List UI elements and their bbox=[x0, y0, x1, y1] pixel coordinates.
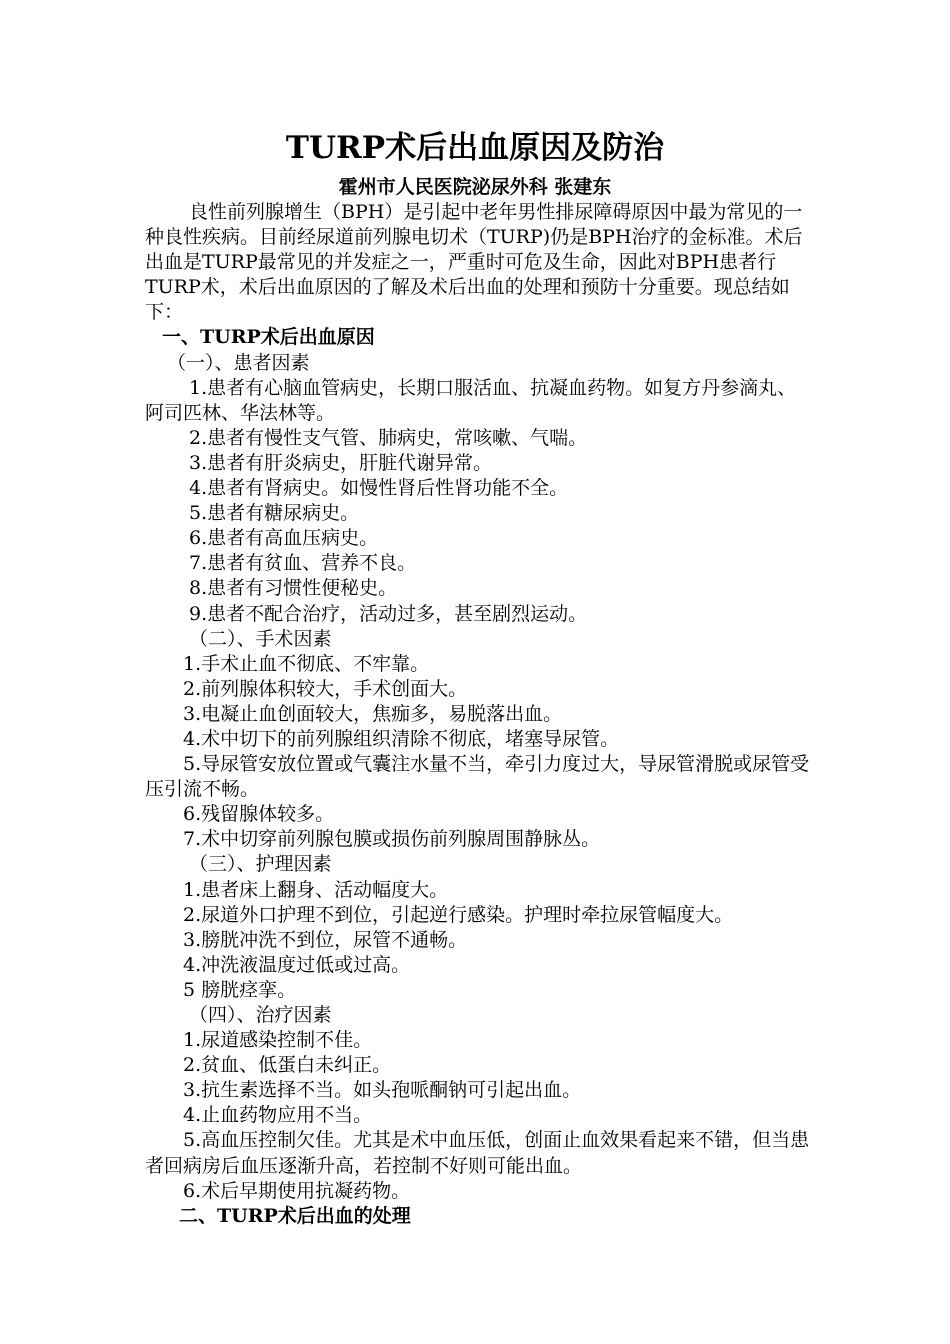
list-item: 1.患者有心脑血管病史，长期口服活血、抗凝血药物。如复方丹参滴丸、阿司匹林、华法林等。 bbox=[145, 376, 797, 424]
section-heading-causes: 一、TURP术后出血原因 bbox=[162, 326, 375, 349]
list-item: 9.患者不配合治疗，活动过多，甚至剧烈运动。 bbox=[189, 602, 588, 625]
list-item: 3.电凝止血创面较大，焦痂多，易脱落出血。 bbox=[183, 702, 563, 725]
list-item: 1.尿道感染控制不佳。 bbox=[183, 1029, 373, 1052]
list-item: 1.患者床上翻身、活动幅度大。 bbox=[183, 878, 449, 901]
author-line: 霍州市人民医院泌尿外科 张建东 bbox=[338, 176, 612, 198]
list-item: 6.患者有高血压病史。 bbox=[189, 527, 379, 550]
list-item: 6.术后早期使用抗凝药物。 bbox=[183, 1179, 411, 1202]
subsection-heading-nursing: （三）、护理因素 bbox=[189, 853, 332, 876]
list-item: 4.患者有肾病史。如慢性肾后性肾功能不全。 bbox=[189, 477, 569, 500]
document-body bbox=[145, 200, 811, 1229]
list-item: 4.止血药物应用不当。 bbox=[183, 1104, 373, 1127]
list-item: 5.高血压控制欠佳。尤其是术中血压低，创面止血效果看起来不错，但当患者回病房后血压逐渐升高，若控制不好则可能出血。 bbox=[145, 1129, 810, 1177]
list-item: 1.手术止血不彻底、不牢靠。 bbox=[183, 652, 430, 675]
list-item: 5.患者有糖尿病史。 bbox=[189, 502, 360, 525]
list-item: 5 膀胱痉挛。 bbox=[183, 978, 297, 1001]
intro-paragraph: 良性前列腺增生（BPH）是引起中老年男性排尿障碍原因中最为常见的一种良性疾病。目前经尿道前列腺电切术（TURP)仍是BPH治疗的金标准。术后出血是TURP最常见的并发症之一，严重时可危及生命，因此对BPH患者行TURP术，术后出血原因的了解及术后出血的处理和预防十分重要。现总结如下： bbox=[145, 201, 803, 324]
list-item: 6.残留腺体较多。 bbox=[183, 803, 335, 826]
list-item: 3.患者有肝炎病史，肝脏代谢异常。 bbox=[189, 451, 493, 474]
document-title: TURP术后出血原因及防治 bbox=[285, 130, 665, 166]
list-item: 4.冲洗液温度过低或过高。 bbox=[183, 953, 411, 976]
list-item: 3.抗生素选择不当。如头孢哌酮钠可引起出血。 bbox=[183, 1079, 582, 1102]
subsection-heading-treatment: （四）、治疗因素 bbox=[189, 1004, 332, 1026]
subsection-heading-patient: （一）、患者因素 bbox=[167, 351, 310, 374]
list-item: 5.导尿管安放位置或气囊注水量不当，牵引力度过大，导尿管滑脱或尿管受压引流不畅。 bbox=[145, 753, 810, 801]
list-item: 7.患者有贫血、营养不良。 bbox=[189, 552, 417, 575]
list-item: 2.前列腺体积较大，手术创面大。 bbox=[183, 677, 468, 700]
list-item: 8.患者有习惯性便秘史。 bbox=[189, 577, 398, 600]
list-item: 2.患者有慢性支气管、肺病史，常咳嗽、气喘。 bbox=[189, 426, 588, 449]
list-item: 7.术中切穿前列腺包膜或损伤前列腺周围静脉丛。 bbox=[183, 828, 601, 851]
section-heading-management: 二、TURP术后出血的处理 bbox=[179, 1204, 411, 1227]
list-item: 2.贫血、低蛋白未纠正。 bbox=[183, 1054, 392, 1077]
list-item: 3.膀胱冲洗不到位，尿管不通畅。 bbox=[183, 928, 468, 951]
list-item: 4.术中切下的前列腺组织清除不彻底，堵塞导尿管。 bbox=[183, 727, 620, 750]
subsection-heading-surgery: （二）、手术因素 bbox=[189, 627, 332, 650]
list-item: 2.尿道外口护理不到位，引起逆行感染。护理时牵拉尿管幅度大。 bbox=[183, 903, 734, 926]
